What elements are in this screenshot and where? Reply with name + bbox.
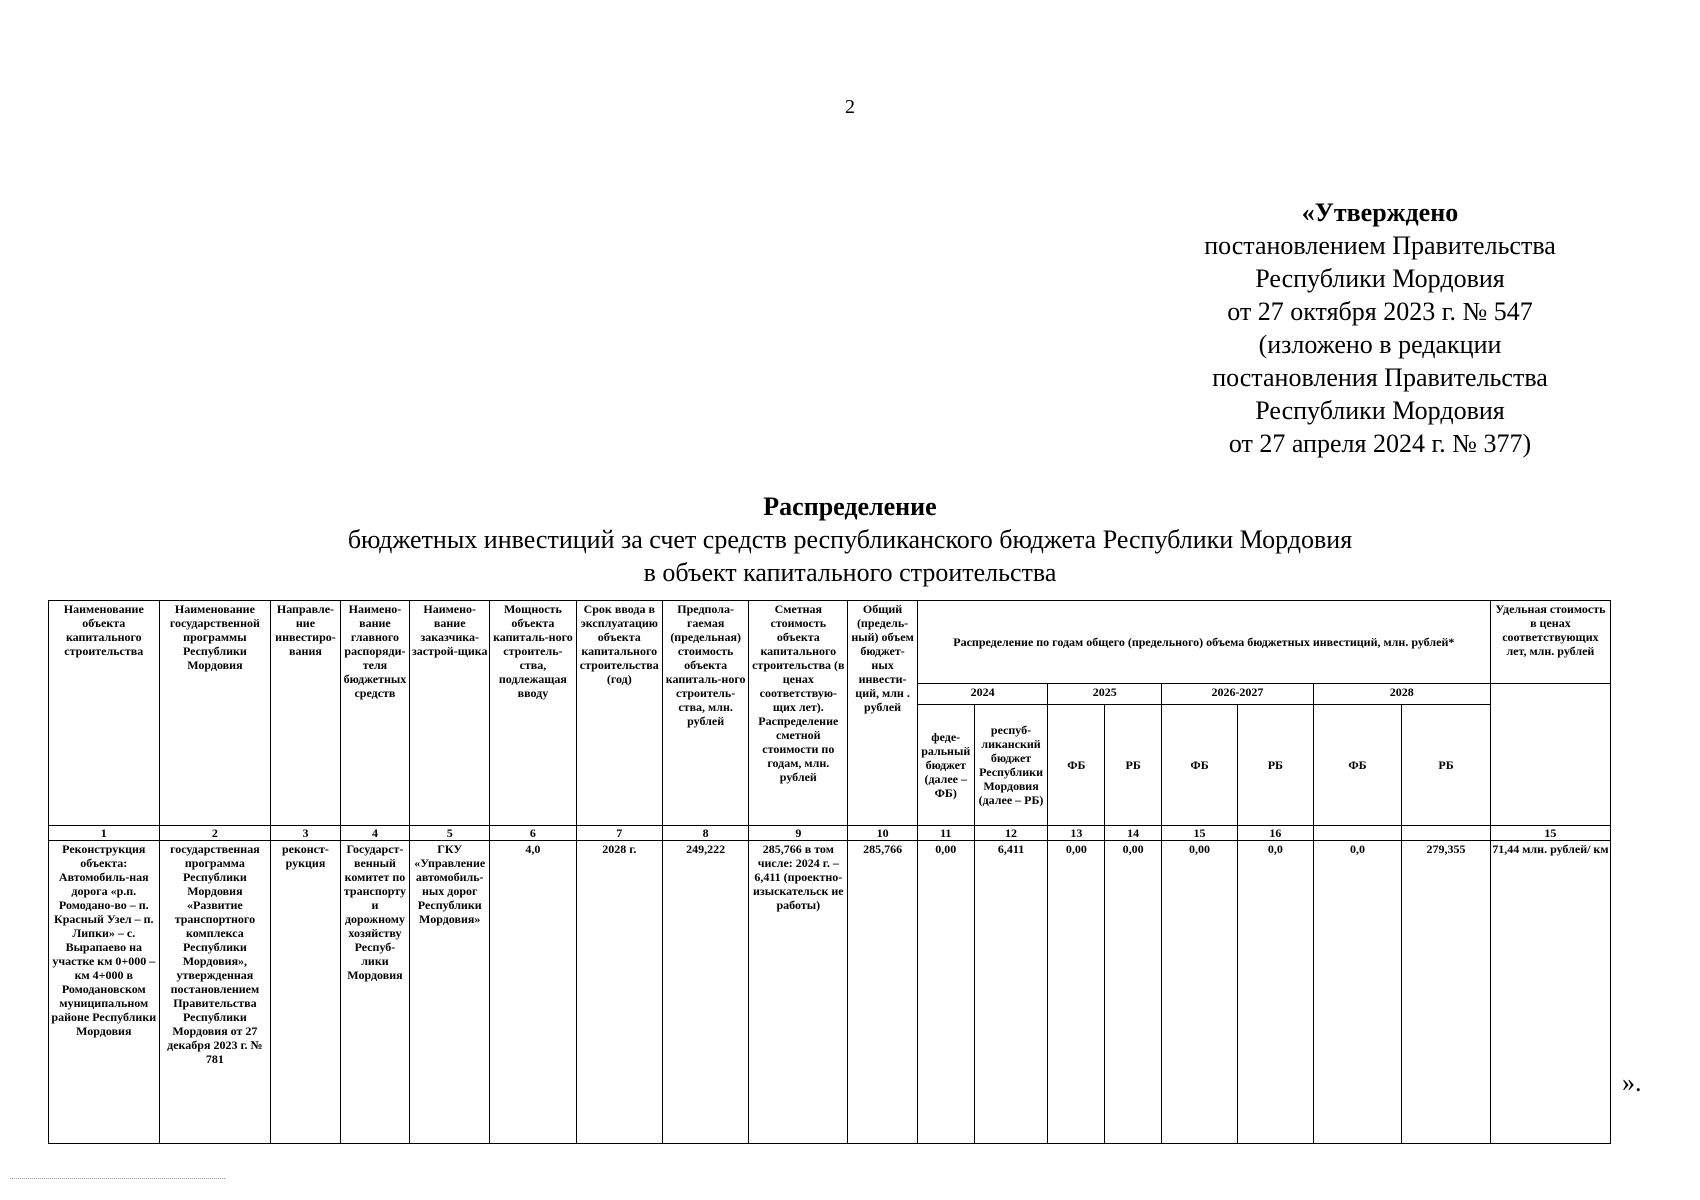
column-number [1313,826,1401,841]
header-rb-2026-2027: РБ [1237,705,1313,826]
header-total: Общий (предель-ный) объем бюджет-ных инвести-ций, млн . рублей [848,601,918,826]
approval-stamp [1170,196,1590,460]
approval-line: от 27 октября 2023 г. № 547 [1227,297,1533,326]
header-rb-2028: РБ [1402,705,1491,826]
header-manager: Наимено-вание главного распоряди-теля бюджетных средств [340,601,410,826]
header-object: Наименование объекта капитального строительства [49,601,160,826]
column-number: 3 [271,826,341,841]
header-capacity: Мощность объекта капиталь-ного строитель-ства, подлежащая вводу [490,601,576,826]
document-title [0,490,1700,589]
column-number: 9 [749,826,848,841]
header-fb-2026-2027: ФБ [1162,705,1238,826]
column-number: 16 [1237,826,1313,841]
approval-line: (изложено в редакции [1258,330,1502,359]
header-fb-2024: феде-ральный бюджет (далее – ФБ) [917,705,974,826]
column-number: 6 [490,826,576,841]
cell-rb-2024: 6,411 [974,841,1048,1144]
column-number: 15 [1162,826,1238,841]
column-number: 15 [1490,826,1610,841]
cell-program: государственная программа Республики Мордовия «Развитие транспортного комплекса Республики Мордовия», утвержденная постановлением Правительства Республики Мордовия от 27 декабря 2023 г. № 781 [159,841,271,1144]
cell-unit-cost: 71,44 млн. рублей/ км [1490,841,1610,1144]
approval-line: «Утверждено [1301,198,1459,227]
title-line: бюджетных инвестиций за счет средств республиканского бюджета Республики Мордовия [347,525,1353,554]
cell-total: 285,766 [848,841,918,1144]
column-number: 2 [159,826,271,841]
title-heading: Распределение [763,492,937,521]
cell-fb-2025: 0,00 [1048,841,1105,1144]
header-rb-2024: респуб-ликанский бюджет Республики Мордовия (далее – РБ) [974,705,1048,826]
approval-line: Республики Мордовия [1255,264,1505,293]
column-number: 12 [974,826,1048,841]
cell-smeta: 285,766 в том числе: 2024 г. – 6,411 (проектно-изыскательск ие работы) [749,841,848,1144]
header-year-2024: 2024 [917,684,1048,705]
approval-line: постановления Правительства [1212,363,1548,392]
cell-capacity: 4,0 [490,841,576,1144]
header-program: Наименование государственной программы Республики Мордовия [159,601,271,826]
column-number: 13 [1048,826,1105,841]
approval-line: Республики Мордовия [1255,396,1505,425]
column-number: 11 [917,826,974,841]
page-number: 2 [845,96,855,118]
header-fb-2028: ФБ [1313,705,1401,826]
cell-fb-2028: 0,0 [1313,841,1401,1144]
cell-direction: реконст-рукция [271,841,341,1144]
cell-rb-2028: 279,355 [1402,841,1491,1144]
investment-table [48,600,1611,1144]
header-estimated-cost: Предпола-гаемая (предельная) стоимость объекта капиталь-ного строитель-ства, млн. рублей [662,601,748,826]
column-number [1402,826,1491,841]
header-deadline: Срок ввода в эксплуатацию объекта капитального строительства (год) [576,601,662,826]
header-year-2026-2027: 2026-2027 [1162,684,1314,705]
column-number: 10 [848,826,918,841]
header-unit-cost: Удельная стоимость в ценах соответствующих лет, млн. рублей [1490,601,1610,684]
header-rb-2025: РБ [1105,705,1162,826]
column-number: 5 [410,826,490,841]
header-year-2025: 2025 [1048,684,1162,705]
header-direction: Направле-ние инвестиро-вания [271,601,341,826]
cell-rb-2026-2027: 0,0 [1237,841,1313,1144]
header-distribution: Распределение по годам общего (предельного) объема бюджетных инвестиций, млн. рублей* [917,601,1490,684]
approval-line: постановлением Правительства [1204,231,1556,260]
scan-artifact [10,1178,225,1179]
approval-line: от 27 апреля 2024 г. № 377) [1228,429,1532,458]
cell-fb-2024: 0,00 [917,841,974,1144]
header-unit-cost-spacer [1490,684,1610,826]
header-year-2028: 2028 [1313,684,1490,705]
column-number: 7 [576,826,662,841]
column-number: 1 [49,826,160,841]
cell-fb-2026-2027: 0,00 [1162,841,1238,1144]
cell-deadline: 2028 г. [576,841,662,1144]
header-fb-2025: ФБ [1048,705,1105,826]
cell-object: Реконструкция объекта: Автомобиль-ная дорога «р.п. Ромодано-во – п. Красный Узел – п. Липки» – с. Вырапаево на участке км 0+000 – км 4+000 в Ромодановском муниципальном районе Республики Мордовия [49,841,160,1144]
header-customer: Наимено-вание заказчика-застрой-щика [410,601,490,826]
cell-customer: ГКУ «Управление автомобиль-ных дорог Республики Мордовия» [410,841,490,1144]
cell-estimated-cost: 249,222 [662,841,748,1144]
column-number: 4 [340,826,410,841]
closing-quote: ». [1622,1068,1642,1097]
column-number: 8 [662,826,748,841]
table-row [49,841,1611,1144]
column-number-row [49,826,1611,841]
title-line: в объект капитального строительства [643,558,1057,587]
header-smeta: Сметная стоимость объекта капитального строительства (в ценах соответствую-щих лет). Распределение сметной стоимости по годам, млн. рублей [749,601,848,826]
column-number: 14 [1105,826,1162,841]
cell-rb-2025: 0,00 [1105,841,1162,1144]
cell-manager: Государст-венный комитет по транспорту и дорожному хозяйству Респуб-лики Мордовия [340,841,410,1144]
